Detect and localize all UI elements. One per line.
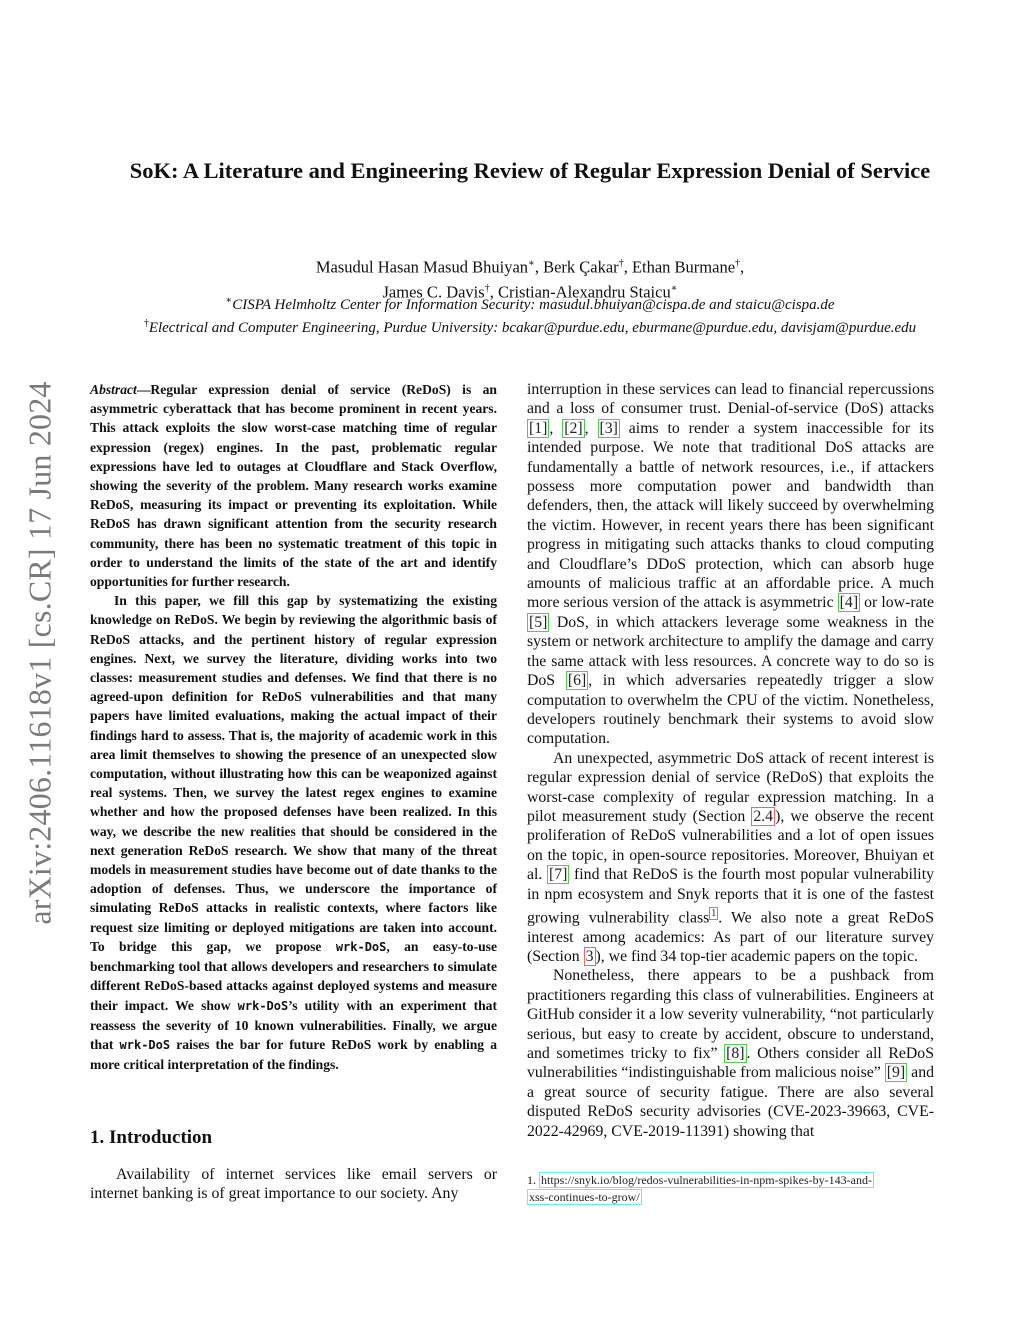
section-heading-introduction: 1. Introduction bbox=[90, 1127, 213, 1148]
footnote bbox=[527, 1172, 937, 1206]
citation-link[interactable]: [8] bbox=[726, 1045, 745, 1063]
tool-name: wrk-DoS bbox=[335, 939, 387, 954]
abstract bbox=[90, 380, 497, 1074]
citation-link[interactable]: [4] bbox=[839, 594, 859, 612]
tool-name: wrk-DoS bbox=[237, 998, 289, 1013]
body-paragraph-2: An unexpected, asymmetric DoS attack of recent interest is regular expression denial of service (ReDoS) that exploits the worst-case complexity of regular expression matching. In a pilot measurement study (Section 2.4 ), we observe the recent proliferation of ReDoS vulnerabilities and a lot of open issues on the topic, in open-source repositories. Moreover, Bhuiyan et al. [7] find that ReDoS is the fourth most popular vulnerability in npm ecosystem and Snyk reports that it is one of the fastest growing vulnerability class $^1$ . We also note a great ReDoS interest among academics: As part of our literature survey (Section 3 ), we find 34 top-tier academic papers on the topic. bbox=[527, 749, 934, 966]
footnote-number: 1. bbox=[527, 1173, 536, 1187]
abstract-paragraph-1: Abstract—Regular expression denial of service (ReDoS) is an asymmetric cyberattack that has become prominent in recent years. This attack exploits the slow worst-case matching time of regular expression (regex) engines. In the past, problematic regular expressions have led to outages at Cloudflare and Stack Overflow, showing the severity of the problem. Many research works examine ReDoS, measuring its impact or preventing its exploitation. While ReDoS has drawn significant attention from the security research community, there has been no systematic treatment of this topic in order to understand the limits of the state of the art and identify opportunities for further research. bbox=[90, 382, 497, 590]
paper-title: SoK: A Literature and Engineering Review of Regular Expression Denial of Service bbox=[129, 158, 931, 183]
authors-line-2: James C. Davis†, Cristian-Alexandru Staicu∗ bbox=[382, 282, 678, 301]
right-column-body bbox=[527, 380, 934, 1141]
citation-link[interactable]: [6] bbox=[567, 672, 587, 690]
citation-link[interactable]: [1] bbox=[529, 419, 548, 437]
section-ref-link[interactable]: 2.4 bbox=[753, 807, 774, 825]
abstract-paragraph-2: In this paper, we fill this gap by systematizing the existing knowledge on ReDoS. We begin by reviewing the algorithmic basis of ReDoS attacks, and the pertinent history of regular expression engines. Next, we survey the literature, dividing works into two classes: measurement studies and defenses. We find that there is no agreed-upon definition for ReDoS vulnerabilities and that many papers have limited evaluations, making the actual impact of their findings hard to assess. That is, the majority of academic work in this area limit themselves to showing the presence of an unexpected slow computation, without illustrating how this can be weaponized against real systems. Then, we survey the latest regex engines to examine whether and how the proposed defenses have been realized. In this way, we describe the new realities that should be considered in the next generation ReDoS research. We show that many of the threat models in measurement studies have become out of date thanks to the adoption of defenses. Thus, we underscore the importance of simulating ReDoS attacks in realistic contexts, where factors like request size limiting or deployed mitigations are taken into account. To bridge this gap, we propose wrk-DoS, an easy-to-use benchmarking tool that allows developers and researchers to simulate different ReDoS-based attacks against deployed systems and measure their impact. We show wrk-DoS’s utility with an experiment that reassess the severity of 10 known vulnerabilities. Finally, we argue that wrk-DoS raises the bar for future ReDoS work by enabling a more critical interpretation of the findings. bbox=[90, 593, 498, 1073]
tool-name: wrk-DoS bbox=[119, 1037, 171, 1052]
citation-link[interactable]: [9] bbox=[886, 1064, 906, 1082]
citation-link[interactable]: [2] bbox=[564, 419, 583, 437]
footnote-mark-link[interactable]: 1 bbox=[711, 907, 717, 919]
abstract-label: Abstract bbox=[90, 382, 137, 397]
arxiv-identifier: arXiv:2406.11618v1 [cs.CR] 17 Jun 2024 bbox=[21, 381, 58, 925]
intro-paragraph: Availability of internet services like email servers or internet banking is of great importance to our society. Any bbox=[90, 1166, 497, 1203]
citation-link[interactable]: [7] bbox=[548, 866, 568, 884]
citation-link[interactable]: [5] bbox=[529, 613, 548, 631]
body-paragraph-1: interruption in these services can lead to financial repercussions and a loss of consumer trust. Denial-of-service (DoS) attacks [1] , [2] , [3] aims to render a system inaccessible for its intended purpose. We note that traditional DoS attacks are fundamentally a battle of network resources, i.e., if attackers possess more computation power and bandwidth than defenders, then, the attack will likely succeed by overwhelming the victim. However, in recent years there has been significant progress in mitigating such attacks thanks to cloud computing and Cloudflare’s DDoS protection, which can absorb huge amounts of malicious traffic at an affordable price. A much more serious version of the attack is asymmetric [4] or low-rate [5] DoS, in which attackers leverage some weakness in the system or network architecture to amplify the damage and carry the same attack with less resources. A concrete way to do so is DoS [6] , in which adversaries repeatedly trigger a slow computation to overwhelm the CPU of the victim. Nonetheless, developers routinely benchmark their systems to avoid slow computation. bbox=[527, 381, 934, 748]
footnote-url-link[interactable]: xss-continues-to-grow/ bbox=[529, 1190, 640, 1204]
footnote-url-link[interactable]: https://snyk.io/blog/redos-vulnerabilities-in-npm-spikes-by-143-and- bbox=[541, 1173, 872, 1187]
authors-line-1: Masudul Hasan Masud Bhuiyan∗, Berk Çakar†, Ethan Burmane†, bbox=[315, 257, 745, 277]
affiliation-purdue: †Electrical and Computer Engineering, Purdue University: bcakar@purdue.edu, eburmane@purdue.edu, davisjam@purdue.edu bbox=[143, 318, 917, 336]
section-ref-link[interactable]: 3 bbox=[585, 948, 594, 966]
affiliation-cispa: ∗CISPA Helmholtz Center for Information Security: masudul.bhuiyan@cispa.de and staicu@cispa.de bbox=[225, 295, 835, 313]
arxiv-sidebar bbox=[10, 363, 70, 943]
citation-link[interactable]: [3] bbox=[599, 419, 618, 437]
body-paragraph-3: Nonetheless, there appears to be a pushback from practitioners regarding this class of vulnerabilities. Engineers at GitHub consider it a low severity vulnerability, “not particularly serious, but easy to create by accident, obscure to understand, and sometimes tricky to fix” [8] . Others consider all ReDoS vulnerabilities “indistinguishable from malicious noise” [9] and a great source of security fatigue. There are also several disputed ReDoS security advisories (CVE-2023-39663, CVE-2022-42969, CVE-2019-11391) showing that bbox=[527, 967, 934, 1140]
